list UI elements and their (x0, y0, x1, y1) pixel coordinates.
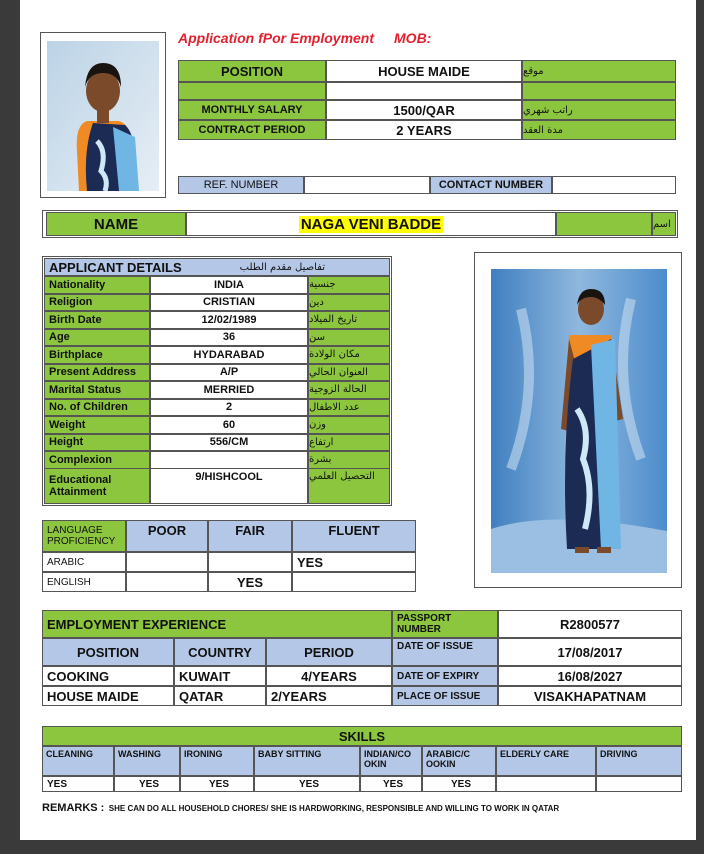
skill-header (42, 746, 114, 776)
emp-row1-position: COOKING (42, 666, 174, 686)
name-value-cell (186, 212, 556, 236)
contact-number-label: CONTACT NUMBER (430, 176, 552, 194)
position-value: HOUSE MAIDE (326, 60, 522, 82)
name-label: NAME (46, 212, 186, 236)
applicant-arabic: الحالة الزوجية (308, 381, 390, 399)
expiry-date-label: DATE OF EXPIRY (392, 666, 498, 686)
remarks-label: REMARKS : (42, 802, 105, 814)
applicant-value: 2 (150, 399, 308, 417)
lang-arabic-fluent: YES (292, 552, 416, 572)
passport-number-value: R2800577 (498, 610, 682, 638)
applicant-title: APPLICANT DETAILS (49, 259, 182, 275)
skills-title: SKILLS (42, 726, 682, 746)
emp-row2-period: 2/YEARS (266, 686, 392, 706)
applicant-label: No. of Children (44, 399, 150, 417)
skill-header (422, 746, 496, 776)
skill-name-line1: WASHING (118, 749, 162, 759)
ref-number-value (304, 176, 430, 194)
issue-date-label: DATE OF ISSUE (392, 638, 498, 666)
remarks-text: SHE CAN DO ALL HOUSEHOLD CHORES/ SHE IS HARDWORKING, RESPONSIBLE AND WILLING TO WORK IN QATAR (108, 804, 560, 813)
skill-name-line1: DRIVING (600, 749, 638, 759)
emp-col-position: POSITION (42, 638, 174, 666)
application-form (20, 0, 696, 840)
language-header (42, 520, 126, 552)
portrait-photo-frame (40, 32, 166, 198)
lang-english-fair: YES (208, 572, 292, 592)
skill-value (496, 776, 596, 792)
emp-col-country: COUNTRY (174, 638, 266, 666)
full-photo-frame (474, 252, 682, 588)
title-text: Application fPor Employment (178, 30, 375, 46)
applicant-arabic: عدد الاطفال (308, 399, 390, 417)
applicant-label: Religion (44, 294, 150, 312)
contract-value: 2 YEARS (326, 120, 522, 140)
applicant-value: 556/CM (150, 434, 308, 452)
lang-english-fluent (292, 572, 416, 592)
education-arabic-text: التحصيل العلمي (309, 471, 375, 482)
blank-value (326, 82, 522, 100)
education-value (150, 468, 308, 504)
name-arabic: اسم (652, 212, 676, 236)
skill-value: YES (42, 776, 114, 792)
applicant-arabic: دين (308, 294, 390, 312)
lang-arabic-poor (126, 552, 208, 572)
skill-value: YES (254, 776, 360, 792)
passport-number-label (392, 610, 498, 638)
blank-arabic (522, 82, 676, 100)
lang-arabic-fair (208, 552, 292, 572)
applicant-arabic: مكان الولادة (308, 346, 390, 364)
applicant-title-arabic: تفاصيل مقدم الطلب (239, 261, 325, 273)
education-label-line2: Attainment (49, 486, 107, 498)
applicant-label: Marital Status (44, 381, 150, 399)
skill-name-line1: ELDERLY CARE (500, 749, 570, 759)
applicant-label: Birthplace (44, 346, 150, 364)
employment-title: EMPLOYMENT EXPERIENCE (42, 610, 392, 638)
remarks (42, 798, 682, 814)
lang-english-poor (126, 572, 208, 592)
position-arabic: موقع (522, 60, 676, 82)
ref-number-label: REF. NUMBER (178, 176, 304, 194)
applicant-value: 36 (150, 329, 308, 347)
applicant-label: Present Address (44, 364, 150, 382)
salary-label: MONTHLY SALARY (178, 100, 326, 120)
applicant-value: CRISTIAN (150, 294, 308, 312)
skill-header (180, 746, 254, 776)
skill-name-line1: CLEANING (46, 749, 93, 759)
skill-value: YES (422, 776, 496, 792)
education-arabic (308, 468, 390, 504)
skill-header (254, 746, 360, 776)
skill-name-line2: OKIN (364, 759, 387, 769)
skill-name-line2: OOKIN (426, 759, 456, 769)
applicant-label: Height (44, 434, 150, 452)
applicant-value: A/P (150, 364, 308, 382)
applicant-value: 12/02/1989 (150, 311, 308, 329)
applicant-value: INDIA (150, 276, 308, 294)
emp-row1-country: KUWAIT (174, 666, 266, 686)
place-of-issue-value: VISAKHAPATNAM (498, 686, 682, 706)
passport-label-line2: NUMBER (397, 624, 441, 635)
applicant-arabic: وزن (308, 416, 390, 434)
issue-date-value: 17/08/2017 (498, 638, 682, 666)
skill-header (496, 746, 596, 776)
language-header-line1: LANGUAGE (47, 525, 103, 536)
applicant-arabic: سن (308, 329, 390, 347)
skill-name-line1: IRONING (184, 749, 223, 759)
blank-label (178, 82, 326, 100)
contract-arabic: مدة العقد (522, 120, 676, 140)
expiry-date-value: 16/08/2027 (498, 666, 682, 686)
applicant-arabic: جنسية (308, 276, 390, 294)
lang-arabic-label: ARABIC (42, 552, 126, 572)
passport-label-line1: PASSPORT (397, 613, 452, 624)
applicant-value (150, 451, 308, 469)
applicant-value: 60 (150, 416, 308, 434)
applicant-value: HYDARABAD (150, 346, 308, 364)
language-header-line2: PROFICIENCY (47, 536, 116, 547)
contact-number-value (552, 176, 676, 194)
education-value-text: 9/HISHCOOL (195, 471, 263, 483)
lang-col-poor: POOR (126, 520, 208, 552)
skill-value: YES (114, 776, 180, 792)
lang-english-label: ENGLISH (42, 572, 126, 592)
skill-value: YES (360, 776, 422, 792)
skill-header (114, 746, 180, 776)
portrait-photo (47, 41, 159, 191)
position-label: POSITION (178, 60, 326, 82)
emp-col-period: PERIOD (266, 638, 392, 666)
lang-col-fluent: FLUENT (292, 520, 416, 552)
applicant-label: Nationality (44, 276, 150, 294)
skill-header (596, 746, 682, 776)
skill-name-line1: BABY SITTING (258, 749, 322, 759)
name-value: NAGA VENI BADDE (300, 215, 442, 233)
skill-name-line1: INDIAN/CO (364, 749, 411, 759)
applicant-arabic: ارتفاع (308, 434, 390, 452)
salary-arabic: راتب شهري (522, 100, 676, 120)
lang-col-fair: FAIR (208, 520, 292, 552)
education-label (44, 468, 150, 504)
skill-value (596, 776, 682, 792)
emp-row2-position: HOUSE MAIDE (42, 686, 174, 706)
skill-value: YES (180, 776, 254, 792)
applicant-label: Birth Date (44, 311, 150, 329)
full-body-photo (491, 269, 667, 573)
applicant-value: MERRIED (150, 381, 308, 399)
place-of-issue-label: PLACE OF ISSUE (392, 686, 498, 706)
education-label-line1: Educational (49, 474, 112, 486)
applicant-arabic: بشرة (308, 451, 390, 469)
emp-row1-period: 4/YEARS (266, 666, 392, 686)
applicant-label: Age (44, 329, 150, 347)
contract-label: CONTRACT PERIOD (178, 120, 326, 140)
applicant-label: Weight (44, 416, 150, 434)
name-blank (556, 212, 652, 236)
applicant-header (44, 258, 390, 276)
form-title (178, 30, 431, 48)
applicant-arabic: العنوان الحالي (308, 364, 390, 382)
applicant-arabic: تاريخ الميلاد (308, 311, 390, 329)
mob-label: MOB: (394, 30, 432, 46)
salary-value: 1500/QAR (326, 100, 522, 120)
emp-row2-country: QATAR (174, 686, 266, 706)
skill-name-line1: ARABIC/C (426, 749, 470, 759)
applicant-label: Complexion (44, 451, 150, 469)
skill-header (360, 746, 422, 776)
